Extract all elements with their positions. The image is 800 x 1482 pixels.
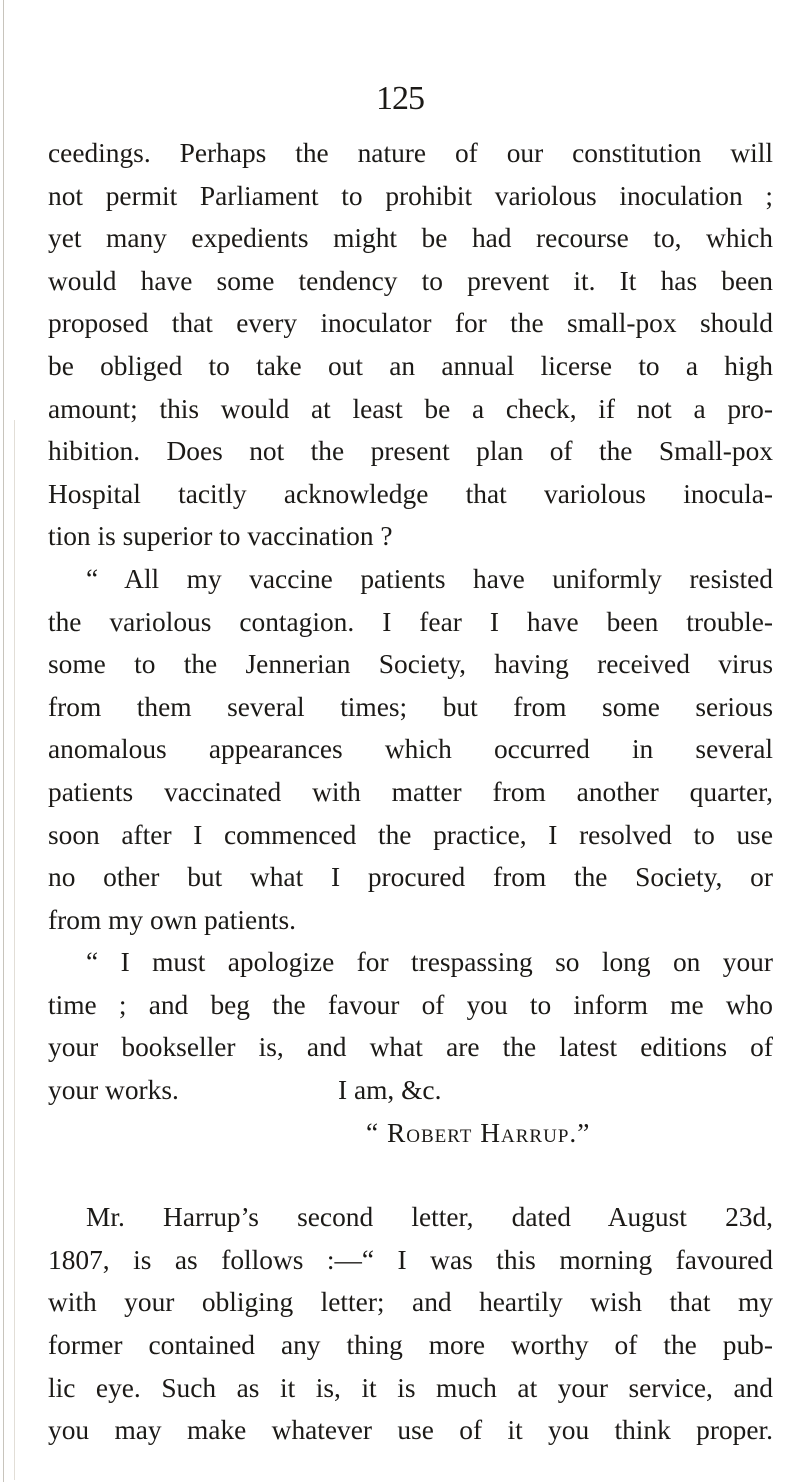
signature-name: “ Robert Harrup.” — [366, 1117, 591, 1148]
text-line: soon after I commenced the practice, I resolved to use — [48, 819, 773, 850]
page-edge-line — [3, 0, 4, 1482]
body-text — [48, 132, 773, 1452]
text-line: amount; this would at least be a check, if not a pro- — [48, 393, 773, 424]
closing-lead-text: your works. — [48, 1075, 179, 1106]
letter-signature — [48, 1112, 773, 1155]
text-line: “ All my vaccine patients have uniformly resisted — [86, 563, 773, 594]
text-line: be obliged to take out an annual licerse to a high — [48, 350, 773, 381]
text-line: your bookseller is, and what are the latest editions of — [48, 1032, 773, 1063]
text-line: the variolous contagion. I fear I have been trouble- — [48, 606, 773, 637]
text-line: time ; and beg the favour of you to inform me who — [48, 989, 773, 1020]
text-line: no other but what I procured from the Society, or — [48, 862, 773, 893]
text-line: would have some tendency to prevent it. It has been — [48, 265, 773, 296]
text-line: 1807, is as follows :—“ I was this morning favoured — [48, 1244, 773, 1275]
text-line: you may make whatever use of it you think proper. — [48, 1415, 773, 1446]
paragraph-gap — [48, 1154, 773, 1196]
text-line: “ I must apologize for trespassing so long on your — [86, 947, 773, 978]
text-line: former contained any thing more worthy of the pub- — [48, 1330, 773, 1361]
text-line: patients vaccinated with matter from another quarter, — [48, 776, 773, 807]
text-line: not permit Parliament to prohibit variolous inoculation ; — [48, 180, 773, 211]
text-line: hibition. Does not the present plan of the Small-pox — [48, 436, 773, 467]
closing-salutation: I am, &c. — [338, 1075, 442, 1106]
text-line: with your obliging letter; and heartily wish that my — [48, 1287, 773, 1318]
text-line: tion is superior to vaccination ? — [48, 521, 393, 552]
page-gutter-shadow — [14, 420, 15, 1480]
text-line: some to the Jennerian Society, having received virus — [48, 649, 773, 680]
text-line: Hospital tacitly acknowledge that variolous inocula- — [48, 478, 773, 509]
text-line: from my own patients. — [48, 904, 297, 935]
letter-closing — [48, 1069, 773, 1112]
text-line: Mr. Harrup’s second letter, dated August 23d, — [86, 1202, 773, 1233]
text-line: from them several times; but from some serious — [48, 691, 773, 722]
text-line: anomalous appearances which occurred in several — [48, 734, 773, 765]
text-line: yet many expedients might be had recourse to, which — [48, 223, 773, 254]
text-line: lic eye. Such as it is, it is much at your service, and — [48, 1372, 773, 1403]
page-number: 125 — [376, 80, 424, 117]
text-line: proposed that every inoculator for the small-pox should — [48, 308, 773, 339]
text-line: ceedings. Perhaps the nature of our constitution will — [48, 138, 773, 168]
